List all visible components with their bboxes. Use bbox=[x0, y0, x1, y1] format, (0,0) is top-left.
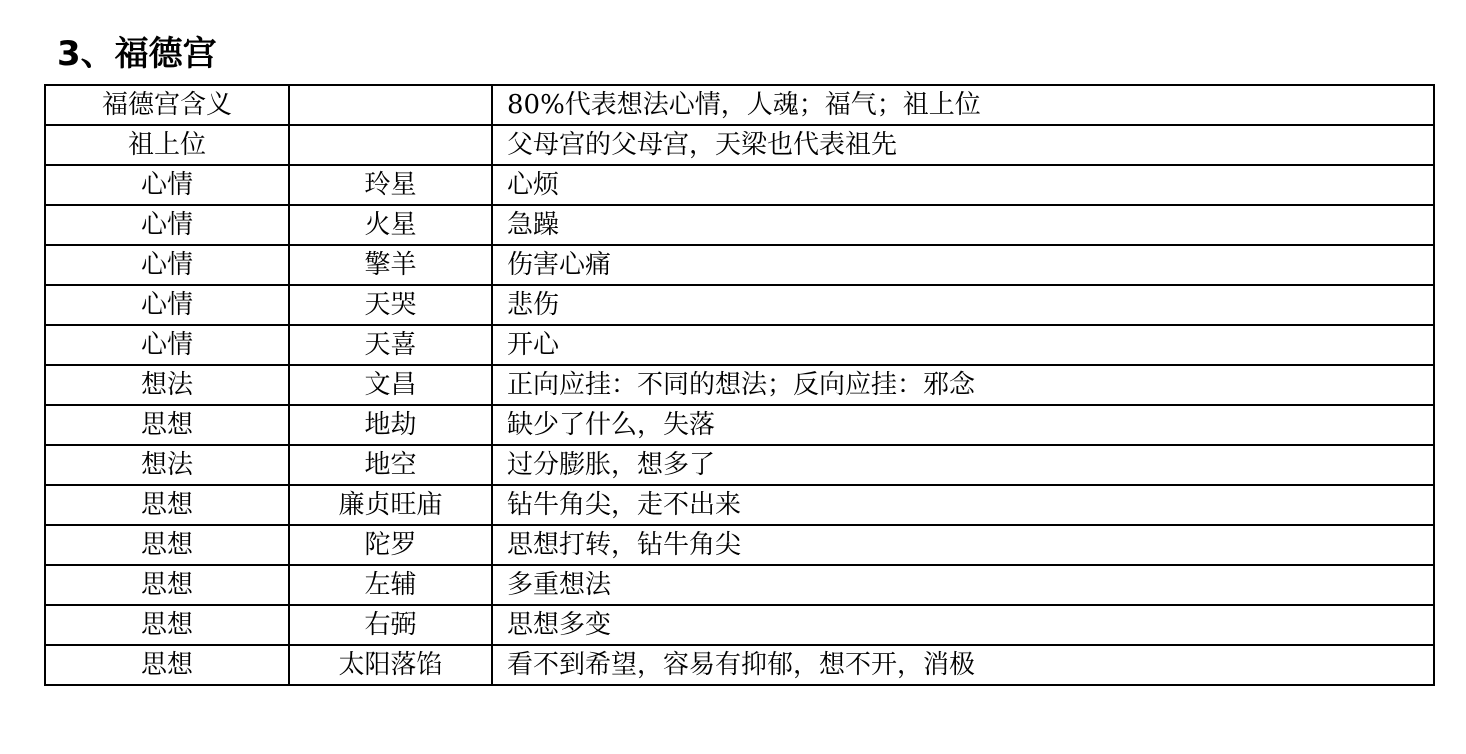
meaning-cell: 过分膨胀，想多了 bbox=[492, 445, 1434, 485]
star-cell: 火星 bbox=[289, 205, 492, 245]
table-row bbox=[45, 125, 1434, 165]
meaning-cell: 开心 bbox=[492, 325, 1434, 365]
category-cell: 心情 bbox=[45, 245, 289, 285]
star-cell: 地空 bbox=[289, 445, 492, 485]
table-row bbox=[45, 565, 1434, 605]
table-row bbox=[45, 245, 1434, 285]
meaning-cell: 伤害心痛 bbox=[492, 245, 1434, 285]
meaning-cell: 正向应挂：不同的想法；反向应挂：邪念 bbox=[492, 365, 1434, 405]
star-cell: 廉贞旺庙 bbox=[289, 485, 492, 525]
meaning-cell: 缺少了什么，失落 bbox=[492, 405, 1434, 445]
category-cell: 心情 bbox=[45, 205, 289, 245]
table-row bbox=[45, 365, 1434, 405]
category-cell: 想法 bbox=[45, 365, 289, 405]
category-cell: 思想 bbox=[45, 485, 289, 525]
meaning-cell: 80%代表想法心情，人魂；福气；祖上位 bbox=[492, 85, 1434, 125]
star-cell: 文昌 bbox=[289, 365, 492, 405]
star-cell: 太阳落馅 bbox=[289, 645, 492, 685]
category-cell: 祖上位 bbox=[45, 125, 289, 165]
meaning-cell: 多重想法 bbox=[492, 565, 1434, 605]
meaning-cell: 思想多变 bbox=[492, 605, 1434, 645]
category-cell: 心情 bbox=[45, 285, 289, 325]
meaning-cell: 悲伤 bbox=[492, 285, 1434, 325]
table-row bbox=[45, 165, 1434, 205]
category-cell: 思想 bbox=[45, 565, 289, 605]
category-cell: 思想 bbox=[45, 525, 289, 565]
fude-palace-table bbox=[44, 84, 1435, 686]
star-cell: 右弼 bbox=[289, 605, 492, 645]
star-cell: 陀罗 bbox=[289, 525, 492, 565]
table-row bbox=[45, 205, 1434, 245]
star-cell: 擎羊 bbox=[289, 245, 492, 285]
star-cell: 天喜 bbox=[289, 325, 492, 365]
table-body bbox=[45, 85, 1434, 685]
meaning-cell: 急躁 bbox=[492, 205, 1434, 245]
star-cell: 地劫 bbox=[289, 405, 492, 445]
table-row bbox=[45, 525, 1434, 565]
meaning-cell: 钻牛角尖，走不出来 bbox=[492, 485, 1434, 525]
category-cell: 福德宫含义 bbox=[45, 85, 289, 125]
star-cell: 玲星 bbox=[289, 165, 492, 205]
category-cell: 思想 bbox=[45, 405, 289, 445]
table-row bbox=[45, 285, 1434, 325]
meaning-cell: 看不到希望，容易有抑郁，想不开，消极 bbox=[492, 645, 1434, 685]
category-cell: 心情 bbox=[45, 165, 289, 205]
table-row bbox=[45, 485, 1434, 525]
category-cell: 想法 bbox=[45, 445, 289, 485]
category-cell: 心情 bbox=[45, 325, 289, 365]
section-heading: 3、福德宫 bbox=[57, 34, 217, 74]
meaning-cell: 心烦 bbox=[492, 165, 1434, 205]
star-cell bbox=[289, 85, 492, 125]
table-row bbox=[45, 85, 1434, 125]
category-cell: 思想 bbox=[45, 605, 289, 645]
category-cell: 思想 bbox=[45, 645, 289, 685]
table-row bbox=[45, 405, 1434, 445]
star-cell bbox=[289, 125, 492, 165]
table-row bbox=[45, 645, 1434, 685]
table-row bbox=[45, 605, 1434, 645]
table-row bbox=[45, 325, 1434, 365]
meaning-cell: 思想打转，钻牛角尖 bbox=[492, 525, 1434, 565]
table-row bbox=[45, 445, 1434, 485]
star-cell: 左辅 bbox=[289, 565, 492, 605]
meaning-cell: 父母宫的父母宫，天梁也代表祖先 bbox=[492, 125, 1434, 165]
star-cell: 天哭 bbox=[289, 285, 492, 325]
